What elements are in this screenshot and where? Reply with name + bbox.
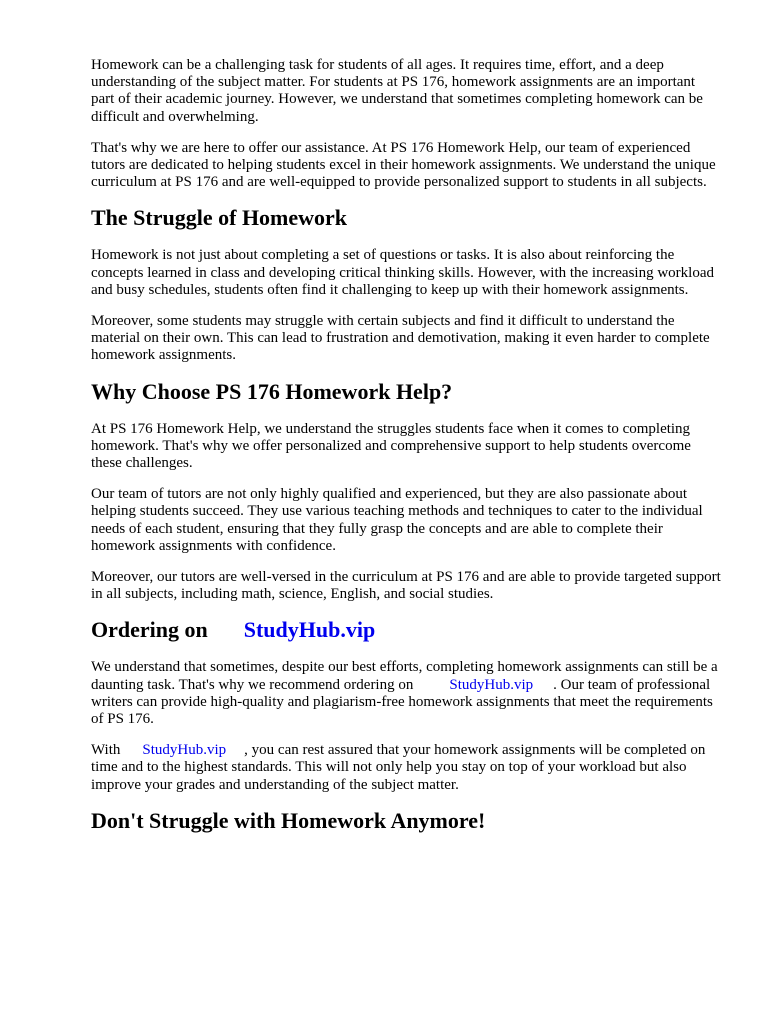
struggle-paragraph-2: Moreover, some students may struggle with certain subjects and find it difficult to understand the material on their own. This can lead to frustration and demotivation, making it even harder to complete homework assignments. bbox=[91, 313, 710, 364]
heading-dont-struggle: Don't Struggle with Homework Anymore! bbox=[91, 807, 486, 833]
ordering-paragraph-1 bbox=[91, 659, 721, 728]
studyhub-link-inline-1[interactable]: StudyHub.vip bbox=[449, 676, 534, 693]
ordering-p2-text-after: , you can rest assured that your homework assignments will be completed on time and to the highest standards. This will not only help you stay on top of your workload but also improve your grades and understanding of the subject matter. bbox=[91, 742, 706, 793]
heading-struggle: The Struggle of Homework bbox=[91, 205, 348, 231]
why-paragraph-3: Moreover, our tutors are well-versed in the curriculum at PS 176 and are able to provide targeted support in all subjects, including math, science, English, and social studies. bbox=[91, 569, 721, 603]
studyhub-link-inline-2[interactable]: StudyHub.vip bbox=[142, 742, 227, 759]
struggle-paragraph-1: Homework is not just about completing a set of questions or tasks. It is also about reinforcing the concepts learned in class and developing critical thinking skills. However, with the increasing workload and busy schedules, students often find it challenging to keep up with their homework assignments. bbox=[91, 247, 714, 298]
ordering-paragraph-2 bbox=[91, 742, 721, 794]
document-page bbox=[91, 57, 721, 850]
ordering-p1-text-before: We understand that sometimes, despite our best efforts, completing homework assignments can still be a daunting task. That's why we recommend ordering on bbox=[91, 659, 718, 693]
heading-why-choose: Why Choose PS 176 Homework Help? bbox=[91, 378, 453, 404]
intro-paragraph-2: That's why we are here to offer our assistance. At PS 176 Homework Help, our team of experienced tutors are dedicated to helping students excel in their homework assignments. We understand the unique curriculum at PS 176 and are well-equipped to provide personalized support to students in all subjects. bbox=[91, 139, 716, 191]
why-paragraph-2: Our team of tutors are not only highly qualified and experienced, but they are also passionate about helping students succeed. They use various teaching methods and techniques to cater to the individual needs of each student, ensuring that they fully grasp the concepts and are able to complete their homework assignments with confidence. bbox=[91, 486, 703, 554]
why-paragraph-1: At PS 176 Homework Help, we understand the struggles students face when it comes to completing homework. That's why we offer personalized and comprehensive support to help students overcome these challenges. bbox=[91, 420, 691, 472]
heading-ordering bbox=[91, 617, 721, 643]
ordering-p2-text-before: With bbox=[91, 742, 121, 759]
intro-paragraph-1: Homework can be a challenging task for students of all ages. It requires time, effort, and a deep understanding of the subject matter. For students at PS 176, homework assignments are an important part of their academic journey. However, we understand that sometimes completing homework can be difficult and overwhelming. bbox=[91, 57, 703, 125]
heading-studyhub-link[interactable]: StudyHub.vip bbox=[243, 617, 376, 643]
heading-ordering-prefix: Ordering on bbox=[91, 617, 208, 643]
ordering-p1-text-after: . Our team of professional writers can provide high-quality and plagiarism-free homework assignments that meet the requirements of PS 176. bbox=[91, 676, 713, 728]
